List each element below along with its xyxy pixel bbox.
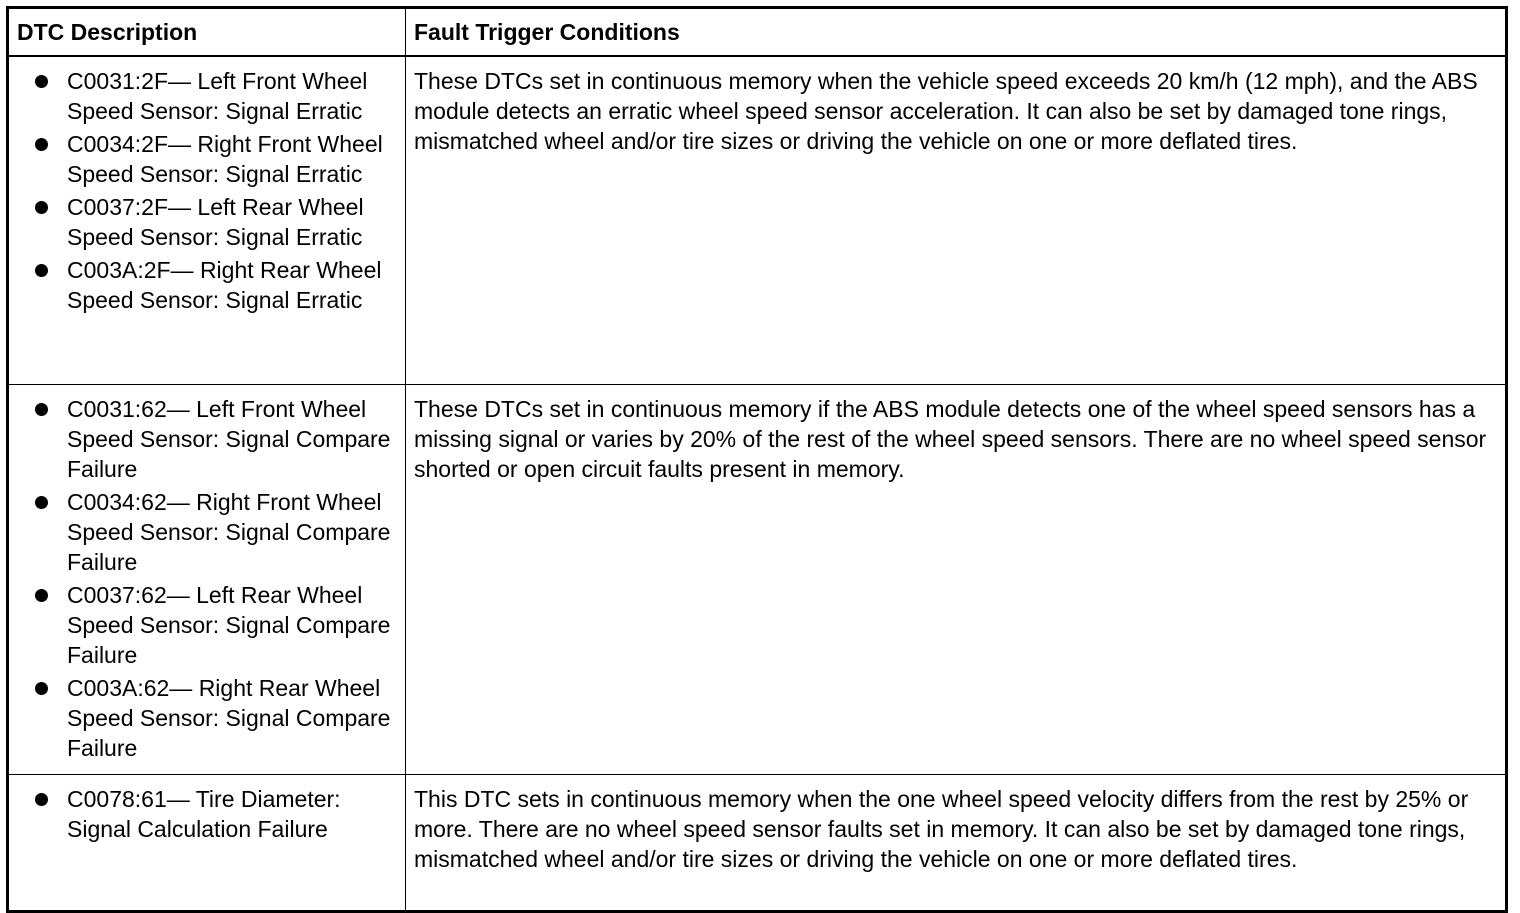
fault-trigger-conditions-cell: These DTCs set in continuous memory when the vehicle speed exceeds 20 km/h (12 mph), and the ABS module detects an erratic wheel speed sensor acceleration. It can also be set by damaged tone rings, mismatched wheel and/or tire sizes or driving the vehicle on one or more deflated tires. xyxy=(406,56,1507,385)
dtc-code-list xyxy=(17,784,397,844)
dtc-description-cell xyxy=(8,56,406,385)
bullet-icon xyxy=(35,264,48,277)
header-dtc-description: DTC Description xyxy=(8,8,406,57)
table-row xyxy=(8,775,1507,912)
dtc-code-item xyxy=(17,192,397,252)
header-fault-trigger-conditions: Fault Trigger Conditions xyxy=(406,8,1507,57)
dtc-description-cell xyxy=(8,775,406,912)
dtc-code-list xyxy=(17,394,397,763)
dtc-table xyxy=(6,6,1508,913)
dtc-description-cell xyxy=(8,385,406,775)
dtc-code-text: C0037:62— Left Rear Wheel Speed Sensor: Signal Compare Failure xyxy=(67,582,391,668)
dtc-code-text: C0031:2F— Left Front Wheel Speed Sensor: Signal Erratic xyxy=(67,68,368,124)
bullet-icon xyxy=(35,793,48,806)
dtc-code-text: C0078:61— Tire Diameter: Signal Calculation Failure xyxy=(67,786,341,842)
bullet-icon xyxy=(35,403,48,416)
dtc-code-list xyxy=(17,66,397,315)
bullet-icon xyxy=(35,589,48,602)
table-row xyxy=(8,385,1507,775)
dtc-code-text: C003A:2F— Right Rear Wheel Speed Sensor: Signal Erratic xyxy=(67,257,382,313)
fault-trigger-conditions-cell: These DTCs set in continuous memory if the ABS module detects one of the wheel speed sensors has a missing signal or varies by 20% of the rest of the wheel speed sensors. There are no wheel speed sensor shorted or open circuit faults present in memory. xyxy=(406,385,1507,775)
dtc-code-item xyxy=(17,580,397,670)
dtc-code-item xyxy=(17,66,397,126)
dtc-code-text: C0031:62— Left Front Wheel Speed Sensor: Signal Compare Failure xyxy=(67,396,391,482)
fault-trigger-conditions-cell: This DTC sets in continuous memory when the one wheel speed velocity differs from the rest by 25% or more. There are no wheel speed sensor faults set in memory. It can also be set by damaged tone rings, mismatched wheel and/or tire sizes or driving the vehicle on one or more deflated tires. xyxy=(406,775,1507,912)
table-header-row xyxy=(8,8,1507,57)
bullet-icon xyxy=(35,496,48,509)
dtc-code-item xyxy=(17,129,397,189)
bullet-icon xyxy=(35,682,48,695)
dtc-code-item xyxy=(17,255,397,315)
table-row xyxy=(8,56,1507,385)
bullet-icon xyxy=(35,75,48,88)
dtc-code-item xyxy=(17,487,397,577)
bullet-icon xyxy=(35,201,48,214)
dtc-code-text: C003A:62— Right Rear Wheel Speed Sensor: Signal Compare Failure xyxy=(67,675,391,761)
dtc-code-item xyxy=(17,673,397,763)
dtc-code-item xyxy=(17,394,397,484)
dtc-code-text: C0034:2F— Right Front Wheel Speed Sensor: Signal Erratic xyxy=(67,131,383,187)
dtc-code-item xyxy=(17,784,397,844)
dtc-code-text: C0037:2F— Left Rear Wheel Speed Sensor: Signal Erratic xyxy=(67,194,364,250)
bullet-icon xyxy=(35,138,48,151)
dtc-code-text: C0034:62— Right Front Wheel Speed Sensor: Signal Compare Failure xyxy=(67,489,391,575)
